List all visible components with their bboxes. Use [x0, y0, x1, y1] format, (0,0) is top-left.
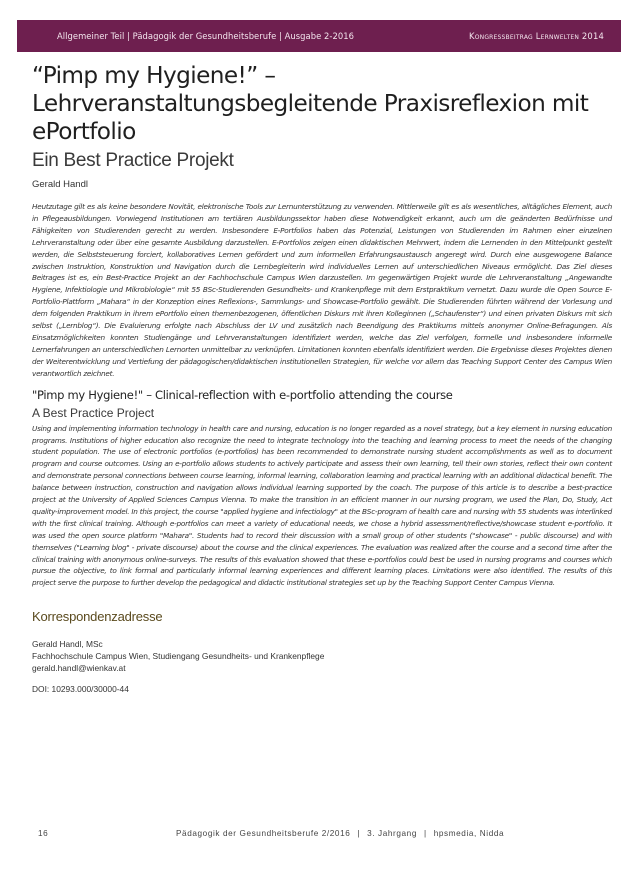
footer-publisher: hpsmedia, Nidda: [433, 829, 505, 838]
abstract-english: Using and implementing information technology in health care and nursing, education is no longer regarded as a novel strategy, but a key element in nursing education programs. Institutions of higher education also recognize the need to integrate technology into the teaching and learning process to meet the needs of the changing student population. The use of electronic portfolios (e-portfolios) has been recommended to demonstrate nursing student accomplishments as well as to document program and course outcomes. Using an e-portfolio allows students to actively participate and assess their own learning, tell their own stories, reflect their own content and demonstrate personal connections between course learning, informal learning, collaboration learning and practical learning with an additional didactical benefit. The balance between instruction, construction and navigation allows individual learning supported by the coach. The purpose of this article is to describe a best-practice project at the University of Applied Sciences Campus Vienna. To make the transition in an efficient manner in our nursing program, we used the Plan, Do, Study, Act quality-improvement model. In this project, the course "applied hygiene and infectiology" at the BSc-program of health care and nursing with 55 students was interlinked with the first clinical training. Although e-portfolios can meet a variety of educational needs, we chose a hybrid assessment/reflective/showcase student e-portfolio. It was used the open source platform "Mahara". Students had to record their discussion with a small group of other students ("showcase" - public discourse) and with themselves ("Learning blog" - private discourse) about the course and the clinical experiences. The evaluation was realized after the course and a second time after the clinical training with anonymous online-surveys. The results of this evaluation showed that these e-portfolios could best be used in nursing programs and courses which pursue the objective, to link formal and particularly informal learning experiences and different learning places. Limitations were also identified. The results of this project serve the purpose to further develop the pedagogical and didactic institutional strategies set up by the Teaching Support Center Campus Vienna.: [32, 423, 612, 588]
english-title: "Pimp my Hygiene!" – Clinical-reflection with e-portfolio attending the course: [32, 387, 453, 402]
article-body: [32, 62, 612, 694]
abstract-german: Heutzutage gilt es als keine besondere Novität, elektronische Tools zur Lernunterstützung zu verwenden. Mittlerweile gilt es als wesentliches, alltägliches Element, auch in Pflegeausbildungen. Vorwiegend Institutionen am tertiären Ausbildungssektor haben diese Notwendigkeit erkannt, auch um die geänderten Bedürfnisse und Fähigkeiten von Studierenden gerecht zu werden. Insbesondere E-Portfolios haben das Potenzial, Leistungen von Studierenden im Rahmen einer einzelnen Lehrveranstaltung oder über eine gesamte Ausbildung darzustellen. E-Portfolios zeigen einen didaktischen Mehrwert, indem die Lernenden in den Mittelpunkt gestellt werden, die Selbststeuerung forciert, kollaboratives Lernen gefördert und zum informellen Erfahrungsaustausch angeregt wird. Durch eine ausgewogene Balance zwischen Instruktion, Konstruktion und Navigation durch die Lernbegleiterin wird individuelles Lernen auf unterschiedlichen Niveaus ermöglicht. Das Ziel dieses Beitrages ist es, ein Best-Practice Projekt an der Fachhochschule Campus Wien darzustellen. Im gegenwärtigen Projekt wurde die Lehrveranstaltung „Angewandte Hygiene, Infektiologie und Mikrobiologie“ mit 55 BSc-Studierenden Gesundheits- und Krankenpflege mit dem Erstpraktikum vernetzt. Dazu wurde die Open Source E-Portfolio-Plattform „Mahara“ in der Konzeption eines Reflexions-, Sammlungs- und Showcase-Portfolio gewählt. Die Studierenden führten während der Vorlesung und dem folgenden Praktikum in ihrem ePortfolio einen themenbezogenen, öffentlichen Diskurs mit ihren Kolleginnen („Schaufenster“) und einen privaten Diskurs mit sich selbst („Lernblog“). Die Evaluierung erfolgte nach Abschluss der LV und zusätzlich nach Beendigung des Praktikums mittels anonymer Online-Befragungen. Als Einsatzmöglichkeiten konnten Studiengänge und Lehrveranstaltungen identifiziert werden, welche das Ziel verfolgen, formelle und insbesondere informelle Lernerfahrungen an unterschiedlichen Lernorten unmittelbar zu verknüpfen. Limitationen konnten ebenfalls identifiziert werden. Die Ergebnisse dieses Projektes dienen der Weiterentwicklung und Vertiefung der pädagogischen/didaktischen institutionellen Strategien, für welche vor allem das Teaching Support Center des Campus Wien verantwortlich zeichnet.: [32, 202, 612, 378]
header-section-label: Allgemeiner Teil | Pädagogik der Gesundheitsberufe | Ausgabe 2-2016: [57, 31, 354, 41]
english-subtitle: A Best Practice Project: [32, 405, 155, 420]
article-subtitle: Ein Best Practice Projekt: [32, 150, 234, 171]
correspondence-institution: Fachhochschule Campus Wien, Studiengang Gesundheits- und Krankenpflege: [32, 650, 325, 661]
header-congress-label: Kongressbeitrag Lernwelten 2014: [469, 31, 604, 41]
article-title: “Pimp my Hygiene!” – Lehrveranstaltungsbegleitende Praxisreflexion mit ePortfolio: [32, 62, 589, 145]
running-header: [17, 20, 621, 52]
correspondence-name: Gerald Handl, MSc: [32, 639, 103, 650]
correspondence-email[interactable]: gerald.handl@wienkav.at: [32, 662, 126, 673]
article-author: Gerald Handl: [32, 179, 88, 190]
footer-separator: |: [423, 829, 427, 838]
footer-journal: Pädagogik der Gesundheitsberufe 2/2016: [176, 829, 351, 838]
doi: DOI: 10293.000/30000-44: [32, 684, 129, 695]
footer-journal-info: [176, 829, 504, 838]
correspondence-heading: Korrespondenzadresse: [32, 609, 163, 625]
correspondence-address: [32, 639, 612, 674]
footer-volume: 3. Jahrgang: [367, 829, 417, 838]
footer-separator: |: [357, 829, 361, 838]
page-number: 16: [38, 829, 49, 838]
